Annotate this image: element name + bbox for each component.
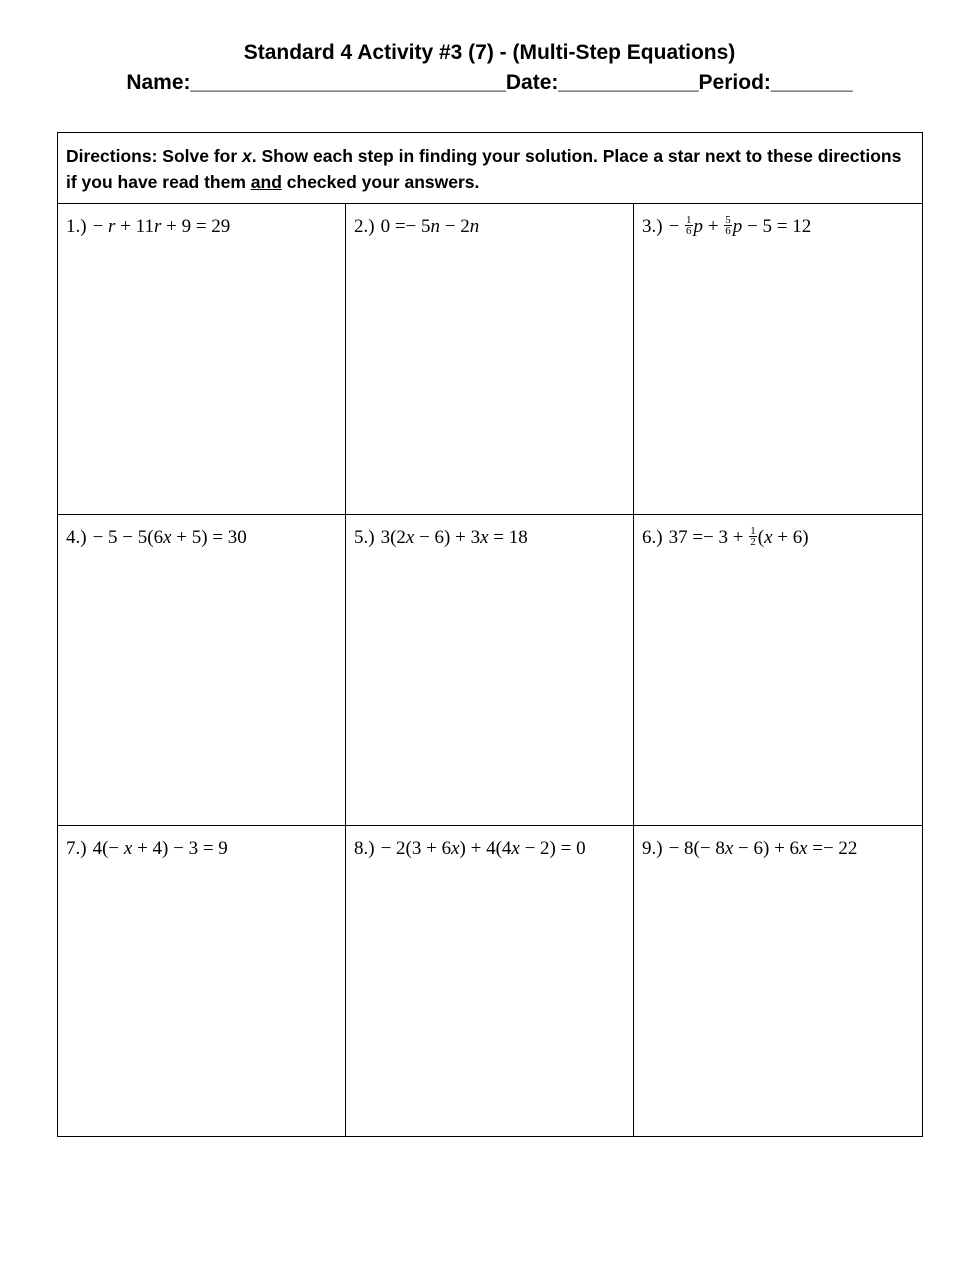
equation-5: 3(2x − 6) + 3x = 18 [380,527,528,548]
directions-text [58,133,922,195]
date-blank[interactable]: ____________ [558,71,699,94]
problem-cell-7[interactable] [58,826,346,1137]
equation-2: 0 =− 5n − 2n [380,216,480,237]
name-date-period-line [0,68,979,98]
equation-7: 4(− x + 4) − 3 = 9 [92,838,228,859]
equation-3: − $\frac{1}{6}$ p + $\frac{5}{6}$ p − 5 = 12 [668,214,812,238]
problem-2 [346,204,633,240]
directions-part2: . Show each step in finding your solution. Place a star next to these directions if you have read them [66,146,902,192]
equation-6: 37 =− 3 + $\frac{1}{2}$ (x + 6) [668,525,809,549]
directions-underlined-word: and [250,172,282,192]
problem-6 [634,515,922,551]
problem-number: 3.) [642,216,663,237]
directions-cell [58,133,923,204]
period-blank[interactable]: _______ [770,71,853,94]
equation-4: − 5 − 5(6x + 5) = 30 [92,527,247,548]
problem-8 [346,826,633,862]
worksheet-title: Standard 4 Activity #3 (7) - (Multi-Step Equations) [243,41,736,64]
period-label: Period: [698,71,771,94]
problem-number: 7.) [66,838,87,859]
problem-number: 6.) [642,527,663,548]
fraction: $\frac{1}{6}$ [686,214,692,238]
problem-3 [634,204,922,240]
fraction: $\frac{5}{6}$ [725,214,731,238]
problem-cell-1[interactable] [58,204,346,515]
problem-number: 2.) [354,216,375,237]
problem-1 [58,204,345,240]
equation-9: − 8(− 8x − 6) + 6x =− 22 [668,838,858,859]
problem-9 [634,826,922,862]
problem-number: 8.) [354,838,375,859]
name-label: Name: [126,71,191,94]
problem-cell-2[interactable] [346,204,634,515]
problem-number: 1.) [66,216,87,237]
problem-4 [58,515,345,551]
problem-7 [58,826,345,862]
problem-cell-5[interactable] [346,515,634,826]
directions-part1: Directions: Solve for [66,146,243,166]
problem-cell-4[interactable] [58,515,346,826]
equation-8: − 2(3 + 6x) + 4(4x − 2) = 0 [380,838,586,859]
problem-grid [57,132,923,1137]
problem-5 [346,515,633,551]
name-blank[interactable]: ___________________________ [190,71,506,94]
problem-number: 9.) [642,838,663,859]
problem-cell-6[interactable] [634,515,923,826]
directions-variable: x [242,146,252,166]
worksheet-header [0,38,979,98]
equation-1: − r + 11r + 9 = 29 [92,216,231,237]
problem-cell-8[interactable] [346,826,634,1137]
date-label: Date: [505,71,559,94]
problem-cell-3[interactable] [634,204,923,515]
problem-cell-9[interactable] [634,826,923,1137]
fraction: $\frac{1}{2}$ [750,525,756,549]
problem-number: 5.) [354,527,375,548]
problem-number: 4.) [66,527,87,548]
directions-part3: checked your answers. [281,172,480,192]
